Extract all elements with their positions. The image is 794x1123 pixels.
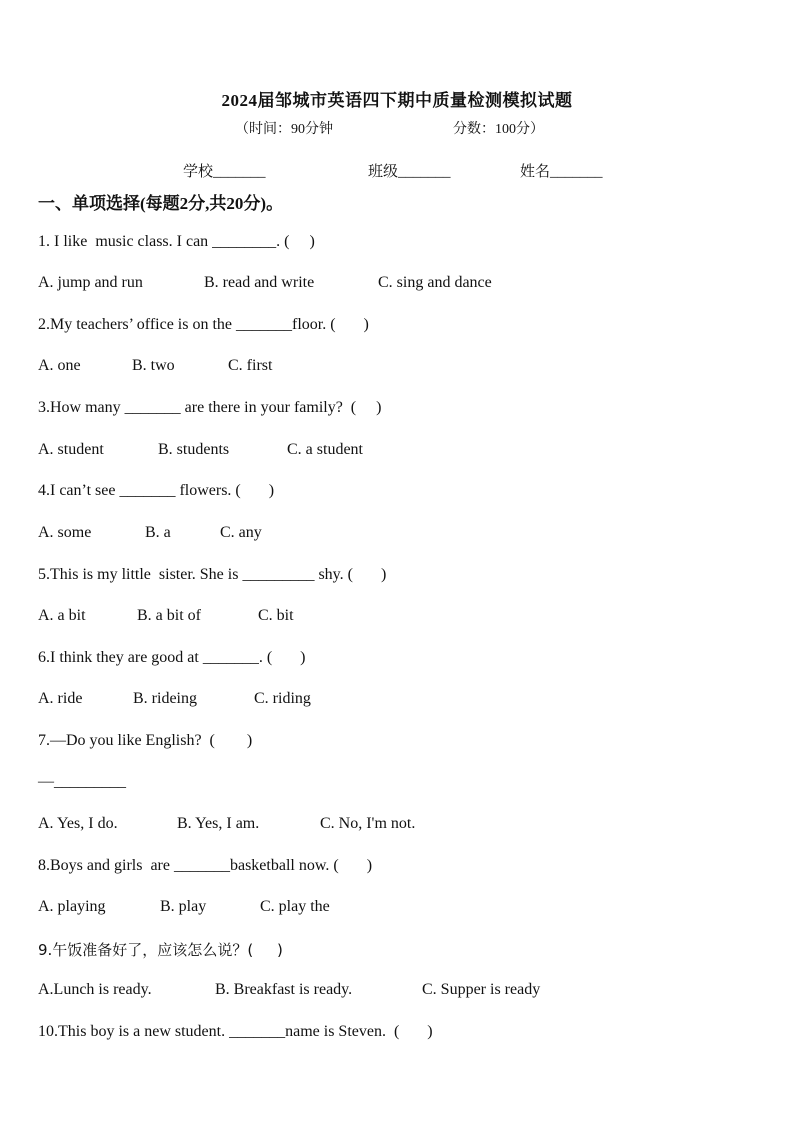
question-options	[38, 690, 311, 708]
option-b[interactable]: B. rideing	[133, 690, 197, 707]
option-c[interactable]: C. sing and dance	[378, 274, 492, 291]
option-a[interactable]: A. student	[38, 441, 104, 458]
option-b[interactable]: B. play	[160, 898, 207, 915]
option-c[interactable]: C. bit	[258, 607, 294, 624]
option-c[interactable]: C. Supper is ready	[422, 981, 541, 998]
question-stem: 4.I can’t see _______ flowers. ( )	[38, 482, 275, 499]
question-stem: 8.Boys and girls are _______basketball now. ( )	[38, 857, 373, 874]
question-stem: 2.My teachers’ office is on the _______floor. ( )	[38, 316, 369, 333]
option-c[interactable]: C. No, I'm not.	[320, 815, 416, 832]
option-c[interactable]: C. a student	[287, 441, 363, 458]
question-options	[38, 441, 363, 459]
question-options	[38, 898, 330, 916]
option-c[interactable]: C. riding	[254, 690, 311, 707]
option-b[interactable]: B. Breakfast is ready.	[215, 981, 353, 998]
option-c[interactable]: C. play the	[260, 898, 330, 915]
option-c[interactable]: C. any	[220, 524, 262, 541]
option-a[interactable]: A. Yes, I do.	[38, 815, 118, 832]
question-stem: 7.—Do you like English? ( )	[38, 732, 253, 749]
question-stem: 1. I like music class. I can ________. ( )	[38, 233, 315, 250]
option-b[interactable]: B. students	[158, 441, 230, 458]
option-a[interactable]: A. one	[38, 357, 81, 374]
option-b[interactable]: B. a bit of	[137, 607, 201, 624]
exam-title: 2024届邹城市英语四下期中质量检测模拟试题	[221, 91, 573, 110]
exam-score: 分数：100分）	[453, 122, 544, 137]
name-field[interactable]: 姓名_______	[520, 164, 603, 180]
question-options	[38, 524, 262, 542]
question-options	[38, 981, 540, 999]
question-stem: 10.This boy is a new student. _______name is Steven. ( )	[38, 1023, 433, 1040]
option-b[interactable]: B. read and write	[204, 274, 315, 291]
question-stem: 6.I think they are good at _______. ( )	[38, 649, 306, 666]
option-a[interactable]: A. some	[38, 524, 92, 541]
class-field[interactable]: 班级_______	[368, 164, 451, 180]
question-options	[38, 607, 294, 625]
option-a[interactable]: A. jump and run	[38, 274, 143, 291]
question-stem: 5.This is my little sister. She is _________ shy. ( )	[38, 566, 387, 583]
option-b[interactable]: B. Yes, I am.	[177, 815, 260, 832]
answer-blank[interactable]: —_________	[38, 773, 126, 790]
question-stem: 3.How many _______ are there in your family? ( )	[38, 399, 382, 416]
question-options	[38, 357, 272, 375]
school-field[interactable]: 学校_______	[183, 164, 266, 180]
option-a[interactable]: A.Lunch is ready.	[38, 981, 152, 998]
option-a[interactable]: A. playing	[38, 898, 106, 915]
option-b[interactable]: B. a	[145, 524, 171, 541]
option-a[interactable]: A. a bit	[38, 607, 86, 624]
question-options	[38, 274, 492, 292]
question-options	[38, 815, 415, 833]
section-title: 一、单项选择(每题2分,共20分)。	[38, 194, 284, 213]
question-stem: 9.午饭准备好了，应该怎么说？( )	[38, 941, 283, 959]
option-c[interactable]: C. first	[228, 357, 273, 374]
option-a[interactable]: A. ride	[38, 690, 83, 707]
option-b[interactable]: B. two	[132, 357, 175, 374]
exam-time: （时间：90分钟	[235, 122, 333, 137]
